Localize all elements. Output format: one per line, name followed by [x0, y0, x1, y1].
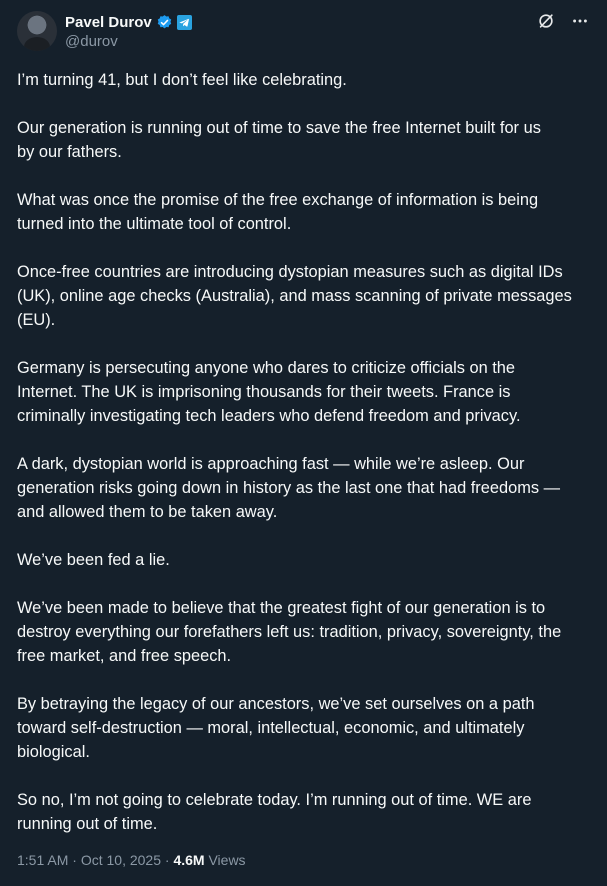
name-row — [65, 12, 192, 32]
telegram-icon[interactable] — [177, 15, 192, 30]
tweet-paragraph: Once-free countries are introducing dystopian measures such as digital IDs (UK), online age checks (Australia), and mass scanning of private messages (EU). — [17, 263, 572, 329]
verified-badge-icon[interactable] — [156, 14, 173, 31]
tweet-paragraph: Our generation is running out of time to save the free Internet built for us by our fathers. — [17, 119, 541, 161]
tweet-paragraph: By betraying the legacy of our ancestors, we’ve set ourselves on a path toward self-destruction — moral, intellectual, economic, and ultimately biological. — [17, 695, 535, 761]
views-count[interactable]: 4.6M — [173, 852, 205, 868]
tweet-paragraph: What was once the promise of the free exchange of information is being turned into the ultimate tool of control. — [17, 191, 539, 233]
tweet-text — [17, 68, 592, 860]
grok-icon[interactable] — [536, 11, 556, 31]
more-icon[interactable] — [570, 11, 590, 31]
tweet-meta — [17, 852, 246, 868]
tweet-paragraph: We’ve been fed a lie. — [17, 551, 170, 569]
author-name[interactable]: Pavel Durov — [65, 13, 152, 31]
tweet-paragraph: I’m turning 41, but I don’t feel like celebrating. — [17, 71, 347, 89]
tweet-paragraph: Germany is persecuting anyone who dares to criticize officials on the Internet. The UK is imprisoning thousands for their tweets. France is criminally investigating tech leaders who defend freedom and privacy. — [17, 359, 521, 425]
tweet-header — [17, 11, 590, 51]
header-actions — [536, 11, 590, 31]
meta-separator: · — [68, 852, 81, 868]
tweet-paragraph: So no, I’m not going to celebrate today. I’m running out of time. WE are running out of time. — [17, 791, 532, 833]
meta-separator: · — [161, 852, 174, 868]
tweet-paragraph: A dark, dystopian world is approaching fast — while we’re asleep. Our generation risks going down in history as the last one that had freedoms — and allowed them to be taken away. — [17, 455, 561, 521]
author-block — [65, 12, 192, 50]
views-label: Views — [204, 852, 246, 868]
tweet-date[interactable]: Oct 10, 2025 — [80, 852, 161, 868]
avatar[interactable] — [17, 11, 57, 51]
tweet-paragraph: We’ve been made to believe that the greatest fight of our generation is to destroy everything our forefathers left us: tradition, privacy, sovereignty, the free market, and free speech. — [17, 599, 562, 665]
author-handle[interactable]: @durov — [65, 33, 118, 50]
tweet-time[interactable]: 1:51 AM — [17, 852, 69, 868]
